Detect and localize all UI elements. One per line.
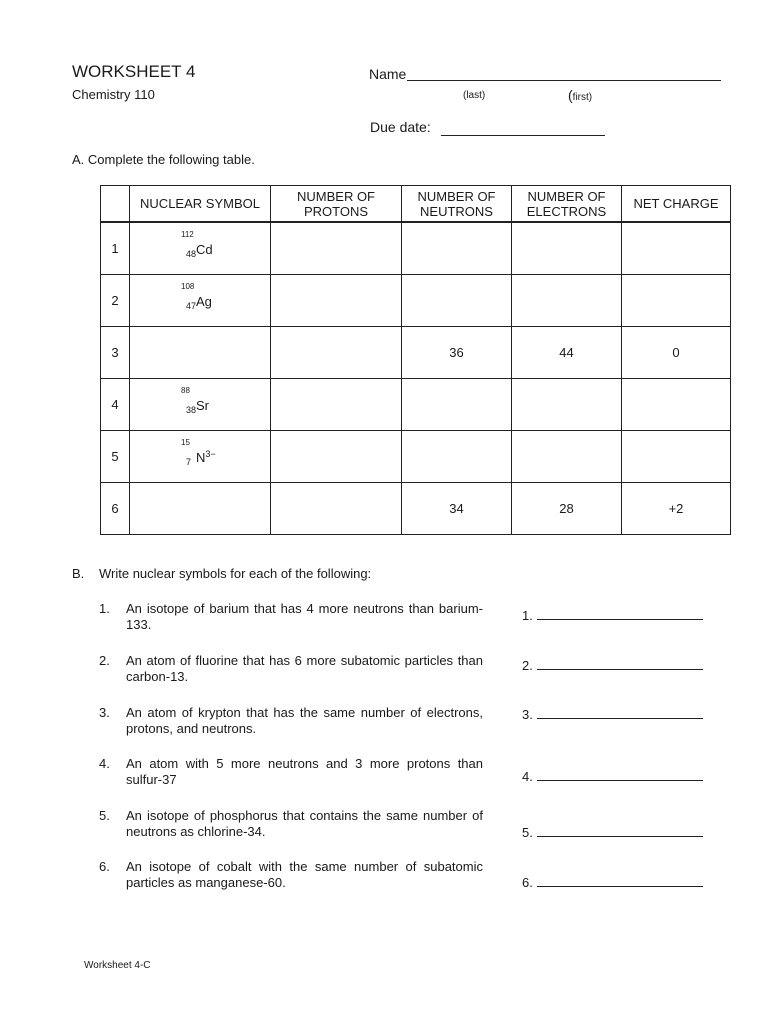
answer-blank[interactable] [522,657,703,673]
answer-line[interactable] [537,824,703,837]
table-header-row [101,186,731,223]
row-number: 1 [101,222,130,275]
atomic-number: 48 [186,249,197,259]
answer-blank[interactable] [522,607,703,623]
answer-number: 2. [522,658,533,673]
question-number: 4. [99,756,110,771]
element-symbol [196,241,213,257]
header-cell-neutrons: NUMBER OF NEUTRONS [402,186,512,223]
mass-number: 108 [181,282,195,291]
nuclear-symbol [170,438,230,472]
answer-line[interactable] [537,607,703,620]
due-date-field-line[interactable] [441,135,605,136]
table-row [101,431,731,483]
first-label-text: first) [572,92,593,103]
section-b-letter: B. [72,566,85,581]
atomic-number: 7 [186,457,192,467]
mass-number: 112 [181,230,194,239]
question-text: An isotope of cobalt with the same number of subatomic particles as manganese-60. [126,859,483,890]
element-symbol-text: Cd [196,242,213,257]
name-label: Name [369,66,407,82]
answer-number: 6. [522,875,533,890]
mass-number: 15 [181,438,190,447]
question-number: 6. [99,859,110,874]
neutrons-cell[interactable] [402,275,512,327]
question-number: 5. [99,808,110,823]
electrons-cell[interactable]: 44 [512,327,622,379]
net-charge-cell[interactable]: +2 [622,483,731,535]
net-charge-cell[interactable]: 0 [622,327,731,379]
section-b-instruction: Write nuclear symbols for each of the following: [99,566,372,581]
question-text: An atom of krypton that has the same number of electrons, protons, and neutrons. [126,705,483,736]
nuclear-symbol-cell[interactable] [130,327,271,379]
answer-number: 4. [522,769,533,784]
footer-label: Worksheet 4-C [84,960,151,971]
net-charge-cell[interactable] [622,275,731,327]
answer-number: 3. [522,707,533,722]
nuclear-symbol-cell[interactable] [130,483,271,535]
question-number: 3. [99,705,110,720]
nuclear-symbol-cell[interactable] [130,275,271,327]
table-row [101,327,731,379]
answer-number: 1. [522,608,533,623]
question-text: An isotope of phosphorus that contains the same number of neutrons as chlorine-34. [126,808,483,839]
nuclear-symbol-cell[interactable] [130,431,271,483]
protons-cell[interactable] [271,483,402,535]
row-number: 2 [101,275,130,327]
header-cell-electrons: NUMBER OF ELECTRONS [512,186,622,223]
question-text: An atom with 5 more neutrons and 3 more protons than sulfur-37 [126,756,483,787]
element-symbol-text: Sr [196,398,209,413]
nuclear-symbol [170,282,230,316]
answer-line[interactable] [537,706,703,719]
answer-number: 5. [522,825,533,840]
nuclear-symbol [170,490,230,524]
atomic-number: 47 [186,301,197,311]
electrons-cell[interactable] [512,222,622,275]
last-name-hint: (last) [463,90,486,101]
answer-blank[interactable] [522,824,703,840]
element-symbol [196,293,212,309]
atom-table [100,185,731,535]
first-name-hint [568,87,592,103]
net-charge-cell[interactable] [622,431,731,483]
table-row [101,483,731,535]
header-cell-net-charge: NET CHARGE [622,186,731,223]
protons-cell[interactable] [271,222,402,275]
name-field-line[interactable] [407,80,721,81]
element-symbol-text: N [196,450,206,465]
row-number: 6 [101,483,130,535]
electrons-cell[interactable]: 28 [512,483,622,535]
net-charge-cell[interactable] [622,222,731,275]
header-cell-protons: NUMBER OF PROTONS [271,186,402,223]
answer-blank[interactable] [522,706,703,722]
neutrons-cell[interactable]: 36 [402,327,512,379]
electrons-cell[interactable] [512,275,622,327]
neutrons-cell[interactable]: 34 [402,483,512,535]
mass-number: 88 [181,386,190,395]
question-number: 1. [99,601,110,616]
atomic-number: 38 [186,405,197,415]
table-row [101,379,731,431]
answer-line[interactable] [537,874,703,887]
question-text: An atom of fluorine that has 6 more subatomic particles than carbon-13. [126,653,483,684]
row-number: 3 [101,327,130,379]
electrons-cell[interactable] [512,431,622,483]
first-paren: ( [568,87,573,103]
row-number: 5 [101,431,130,483]
header-cell-index [101,186,130,223]
header-cell-nuclear-symbol: NUCLEAR SYMBOL [130,186,271,223]
course-subtitle: Chemistry 110 [72,87,155,102]
nuclear-symbol [170,334,230,368]
neutrons-cell[interactable] [402,431,512,483]
row-number: 4 [101,379,130,431]
question-number: 2. [99,653,110,668]
element-symbol [196,397,209,413]
net-charge-cell[interactable] [622,379,731,431]
answer-blank[interactable] [522,874,703,890]
neutrons-cell[interactable] [402,222,512,275]
element-symbol-text: Ag [196,294,212,309]
question-text: An isotope of barium that has 4 more neutrons than barium-133. [126,601,483,632]
ion-charge: 3− [205,449,216,459]
electrons-cell[interactable] [512,379,622,431]
nuclear-symbol [170,230,230,264]
answer-line[interactable] [537,768,703,781]
worksheet-title: WORKSHEET 4 [72,62,196,81]
nuclear-symbol [170,386,230,420]
nuclear-symbol-cell[interactable] [130,222,271,275]
protons-cell[interactable] [271,275,402,327]
protons-cell[interactable] [271,431,402,483]
table-row [101,275,731,327]
protons-cell[interactable] [271,379,402,431]
table-row [101,222,731,275]
neutrons-cell[interactable] [402,379,512,431]
due-date-label: Due date: [370,119,431,135]
section-a-instruction: A. Complete the following table. [72,152,255,167]
answer-blank[interactable] [522,768,703,784]
nuclear-symbol-cell[interactable] [130,379,271,431]
protons-cell[interactable] [271,327,402,379]
answer-line[interactable] [537,657,703,670]
element-symbol [196,449,216,465]
